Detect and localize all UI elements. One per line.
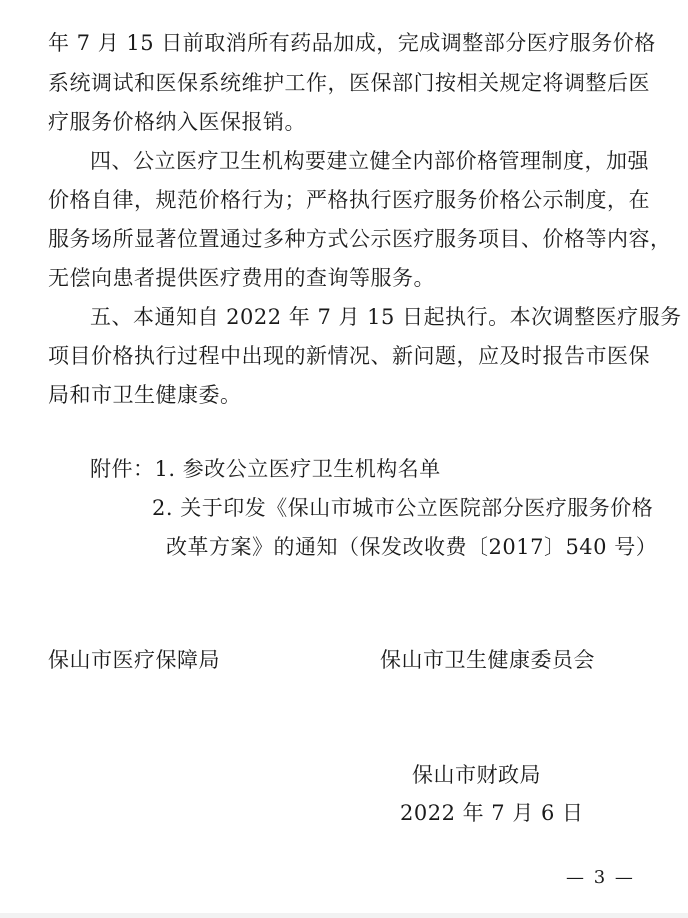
paragraph-line: 年 7 月 15 日前取消所有药品加成，完成调整部分医疗服务价格 [48, 31, 656, 55]
paragraph-line: 四、公立医疗卫生机构要建立健全内部价格管理制度，加强 [90, 149, 649, 173]
signature-health-commission: 保山市卫生健康委员会 [380, 648, 595, 672]
attachment-item-2: 2. 关于印发《保山市城市公立医院部分医疗服务价格 [152, 496, 654, 520]
paragraph-line: 无偿向患者提供医疗费用的查询等服务。 [48, 266, 435, 290]
signature-finance-bureau: 保山市财政局 [412, 763, 541, 787]
paragraph-line: 项目价格执行过程中出现的新情况、新问题，应及时报告市医保 [48, 344, 650, 368]
paragraph-line: 五、本通知自 2022 年 7 月 15 日起执行。本次调整医疗服务 [90, 305, 682, 329]
paragraph-line: 局和市卫生健康委。 [48, 383, 242, 407]
paragraph-line: 疗服务价格纳入医保报销。 [48, 110, 306, 134]
attachment-item-1: 附件：1. 参改公立医疗卫生机构名单 [90, 457, 441, 481]
document-date: 2022 年 7 月 6 日 [400, 801, 584, 825]
signature-medical-security-bureau: 保山市医疗保障局 [48, 648, 220, 672]
paragraph-line: 服务场所显著位置通过多种方式公示医疗服务项目、价格等内容， [48, 227, 672, 251]
paragraph-line: 系统调试和医保系统维护工作，医保部门按相关规定将调整后医 [48, 71, 650, 95]
attachment-item-2-cont: 改革方案》的通知（保发改收费〔2017〕540 号） [166, 535, 658, 559]
paragraph-line: 价格自律，规范价格行为；严格执行医疗服务价格公示制度，在 [48, 188, 650, 212]
page-bottom-edge [0, 913, 688, 918]
page-number: — 3 — [566, 867, 635, 888]
